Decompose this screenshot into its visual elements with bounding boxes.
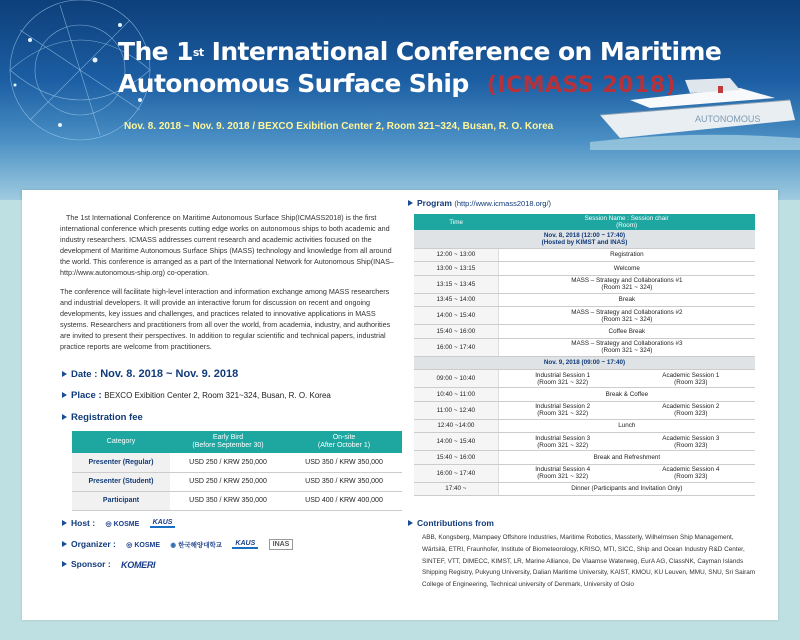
table-row: 13:45 ~ 14:00 Break <box>414 293 755 307</box>
table-row: 12:00 ~ 13:00 Registration <box>414 248 755 262</box>
table-row: 13:15 ~ 13:45 MASS – Strategy and Collaborations #1 (Room 321 ~ 324) <box>414 275 755 293</box>
reg-header-early: Early Bird (Before September 30) <box>170 431 286 453</box>
place-value: BEXCO Exibition Center 2, Room 321~324, Busan, R. O. Korea <box>104 391 331 400</box>
hero-dates: Nov. 8. 2018 ~ Nov. 9. 2018 / BEXCO Exibition Center 2, Room 321~324, Busan, R. O. Korea <box>124 121 554 132</box>
table-row: 10:40 ~ 11:00 Break & Coffee <box>414 388 755 402</box>
triangle-bullet-icon <box>62 392 67 398</box>
triangle-bullet-icon <box>62 414 67 420</box>
intro-paragraph-1: The 1st International Conference on Maritime Autonomous Surface Ship(ICMASS2018) is the first international conference which presents cutting edge works on autonomous ships to both academic and industry researchers. ICMASS addresses current research and academic activities focused on the development of Maritime Autonomous Surface Ships (MASS) technology and knowledge from all around the world. This conference is arranged as a part of the International Network for Autonomous Ship(INAS–http://www.autonomous-ship.org) co-operation. <box>60 213 394 277</box>
triangle-bullet-icon <box>408 520 413 526</box>
sponsor-line: Sponsor : KOMERI <box>62 559 155 570</box>
table-row: 17:40 ~ Dinner (Participants and Invitation Only) <box>414 482 755 496</box>
reg-header-onsite: On-site (After October 1) <box>286 431 402 453</box>
hero-banner <box>0 0 800 200</box>
kmou-logo: ◉ 한국해양대학교 <box>170 540 222 549</box>
program-table <box>414 214 755 496</box>
place-line: Place : BEXCO Exibition Center 2, Room 321~324, Busan, R. O. Korea <box>62 390 331 401</box>
kosme-logo: ◎ KOSME <box>105 520 139 528</box>
triangle-bullet-icon <box>62 371 67 377</box>
intro-paragraph-2: The conference will facilitate high-level interaction and information exchange among MASS researchers and industrial developers. It will provide an interactive forum for discussion on recent and ongoing developments, key issues and challenges, and practices related to innovative applications in MASS systems. Researchers and practitioners from all over the world, from academia, industry, and authorities are invited to present their perspectives. In addition to regular scientific and technical papers, industrial practice reports are welcome from practitioners. <box>60 287 391 351</box>
table-row: 11:00 ~ 12:40 Industrial Session 2 (Room 321 ~ 322) Academic Session 2 (Room 323) <box>414 401 755 419</box>
table-row: 14:00 ~ 15:40 MASS – Strategy and Collaborations #2 (Room 321 ~ 324) <box>414 307 755 325</box>
triangle-bullet-icon <box>62 541 67 547</box>
kosme-logo: ◎ KOSME <box>126 541 160 549</box>
organizer-line: Organizer : ◎ KOSME ◉ 한국해양대학교 KAUS INAS <box>62 539 293 550</box>
prog-header-time: Time <box>414 214 498 230</box>
registration-table <box>72 431 402 511</box>
table-row: Presenter (Regular) USD 250 / KRW 250,000 USD 350 / KRW 350,000 <box>72 453 402 472</box>
program-heading: Program (http://www.icmass2018.org/) <box>408 198 551 208</box>
reg-header-category: Category <box>72 431 170 453</box>
conference-title: The 1st International Conference on Maritime Autonomous Surface Ship (ICMASS 2018) <box>118 37 722 98</box>
program-url: (http://www.icmass2018.org/) <box>454 199 552 208</box>
date-line: Date : Nov. 8. 2018 ~ Nov. 9. 2018 <box>62 368 238 380</box>
table-row: 15:40 ~ 16:00 Break and Refreshment <box>414 451 755 465</box>
table-row: 16:00 ~ 17:40 Industrial Session 4 (Room 321 ~ 322) Academic Session 4 (Room 323) <box>414 464 755 482</box>
table-row: 14:00 ~ 15:40 Industrial Session 3 (Room 321 ~ 322) Academic Session 3 (Room 323) <box>414 433 755 451</box>
table-row: 09:00 ~ 10:40 Industrial Session 1 (Room 321 ~ 322) Academic Session 1 (Room 323) <box>414 370 755 388</box>
inas-logo: INAS <box>269 539 294 550</box>
conference-acronym: (ICMASS 2018) <box>486 73 677 98</box>
kaus-logo: KAUS <box>150 519 176 528</box>
table-row: 15:40 ~ 16:00 Coffee Break <box>414 325 755 339</box>
contributions-list: ABB, Kongsberg, Mampaey Offshore Industries, Maritime Robotics, Massterly, Wilhelmsen Ship Management, Wärtsilä, ETRI, Fraunhofer, Institute of Biometeorology, KRISO, MTI, SICC, Ship and Ocean Industry R&D Center, SINTEF, VTT, DIMECC, KIMST, LR, Marine Alliance, De Vlaamse Waterweg, EurA AG, ClassNK, Cayman Islands Shipping Registry, Pukyung University, Dalian Maritime University, KAIST, KMOU, KU Leuven, MMU, SNU, Sri Sairam College of Engineering, Technical university of Denmark, University of Oslo <box>422 534 756 589</box>
triangle-bullet-icon <box>62 561 67 567</box>
komeri-logo: KOMERI <box>121 559 156 570</box>
triangle-bullet-icon <box>62 520 67 526</box>
table-row: 12:40 ~14:00 Lunch <box>414 419 755 433</box>
registration-heading: Registration fee <box>62 412 143 423</box>
prog-header-session: Session Name : Session chair (Room) <box>498 214 755 230</box>
day-1-row: Nov. 8, 2018 (12:00 ~ 17:40) (Hosted by KIMST and INAS) <box>414 230 755 248</box>
host-line: Host : ◎ KOSME KAUS <box>62 518 175 528</box>
triangle-bullet-icon <box>408 200 413 206</box>
table-row: 13:00 ~ 13:15 Welcome <box>414 262 755 276</box>
date-value: Nov. 8. 2018 ~ Nov. 9. 2018 <box>100 368 239 380</box>
content-card <box>22 190 778 620</box>
table-row: Presenter (Student) USD 250 / KRW 250,000 USD 350 / KRW 350,000 <box>72 472 402 491</box>
kaus-logo: KAUS <box>232 540 258 549</box>
svg-text:AUTONOMOUS: AUTONOMOUS <box>695 114 761 124</box>
table-row: 16:00 ~ 17:40 MASS – Strategy and Collaborations #3 (Room 321 ~ 324) <box>414 338 755 356</box>
day-2-row: Nov. 9, 2018 (09:00 ~ 17:40) <box>414 356 755 370</box>
table-row: Participant USD 350 / KRW 350,000 USD 400 / KRW 400,000 <box>72 491 402 510</box>
contributions-heading: Contributions from <box>408 518 494 528</box>
autonomous-ship-image <box>590 60 800 150</box>
